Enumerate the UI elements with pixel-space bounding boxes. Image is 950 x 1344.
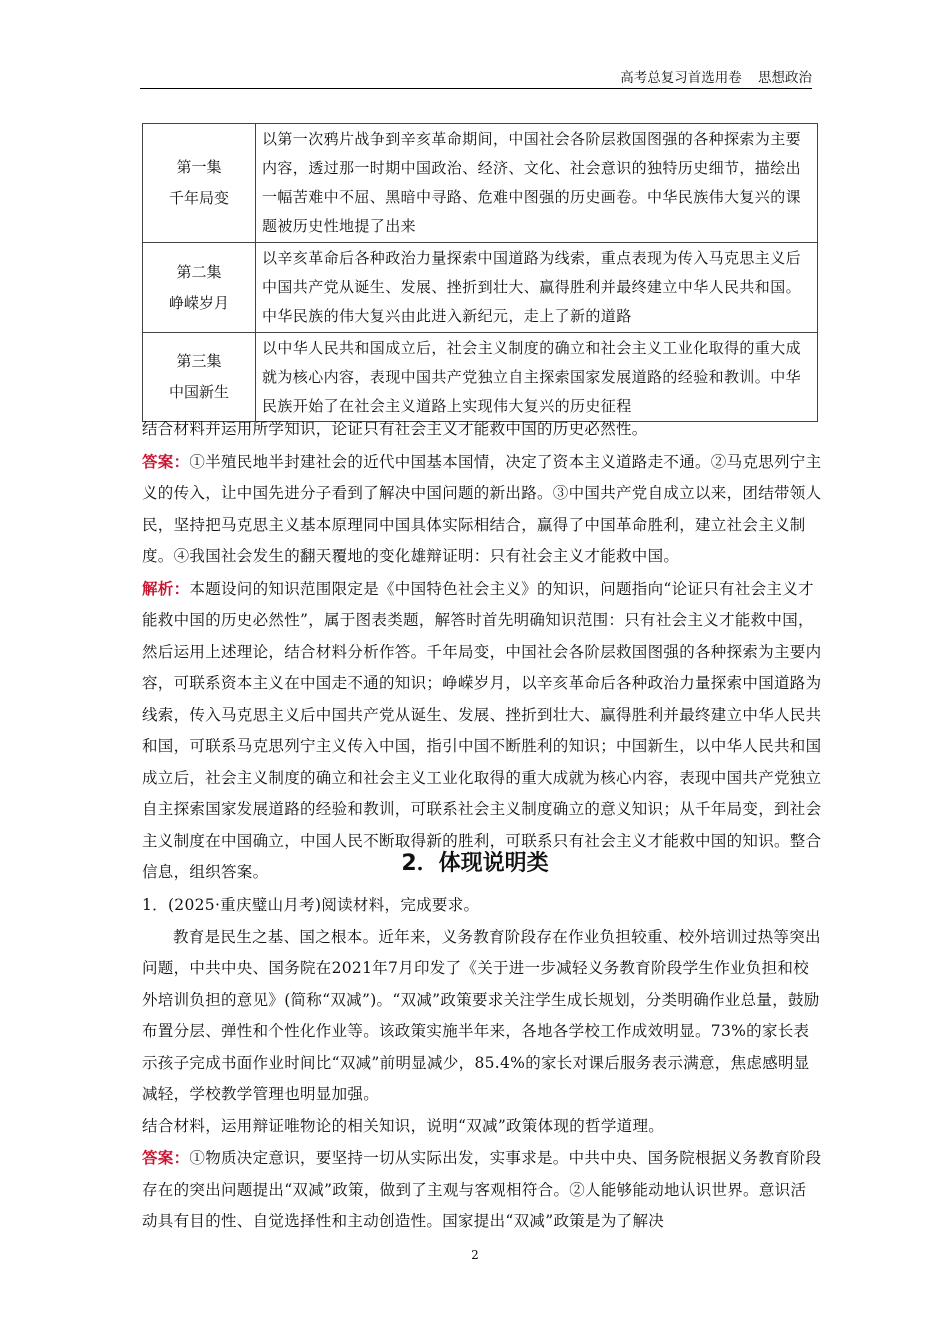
episode-number: 第二集: [176, 262, 222, 281]
episode-description: 以中华人民共和国成立后，社会主义制度的确立和社会主义工业化取得的重大成就为核心内容，表现中国共产党独立自主探索国家发展道路的经验和教训。中华民族开始了在社会主义道路上实现伟大复兴的历史征程: [256, 333, 818, 422]
table-row: [143, 124, 818, 243]
page-number: 2: [471, 1248, 479, 1262]
page-header: [140, 66, 812, 89]
answer-text: ①半殖民地半封建社会的近代中国基本国情，决定了资本主义道路走不通。②马克思列宁主义的传入，让中国先进分子看到了解决中国问题的新出路。③中国共产党自成立以来，团结带领人民，坚持把马克思主义基本原理同中国具体实际相结合，赢得了中国革命胜利，建立社会主义制度。④我国社会发生的翻天覆地的变化雄辩证明：只有社会主义才能救中国。: [142, 452, 822, 565]
episode-number: 第一集: [176, 158, 222, 176]
episode-name: 中国新生: [168, 383, 229, 401]
episode-cell: [143, 243, 256, 333]
header-book: 高考总复习首选用卷: [620, 70, 742, 86]
section-title: 2．体现说明类: [401, 851, 549, 876]
episode-description: 以第一次鸦片战争到辛亥革命期间，中国社会各阶层救国图强的各种探索为主要内容，透过那一时期中国政治、经济、文化、社会意识的独特历史细节，描绘出一幅苦难中不屈、黑暗中寻路、危难中图强的历史画卷。中华民族伟大复兴的课题被历史性地提了出来: [256, 124, 818, 243]
episode-name: 峥嵘岁月: [168, 293, 229, 312]
answer-label: 答案：: [142, 1148, 190, 1167]
analysis-text: 本题设问的知识范围限定是《中国特色社会主义》的知识，问题指向“论证只有社会主义才能救中国的历史必然性”，属于图表类题，解答时首先明确知识范围：只有社会主义才能救中国，然后运用上述理论，结合材料分析作答。千年局变，中国社会各阶层救国图强的各种探索为主要内容，可联系资本主义在中国走不通的知识；峥嵘岁月，以辛亥革命后各种政治力量探索中国道路为线索，传入马克思主义后中国共产党从诞生、发展、挫折到壮大、赢得胜利并最终建立中华人民共和国，可联系马克思列宁主义传入中国，指引中国不断胜利的知识；中国新生，以中华人民共和国成立后，社会主义制度的确立和社会主义工业化取得的重大成就为核心内容，表现中国共产党独立自主探索国家发展道路的经验和教训，可联系社会主义制度确立的意义知识；从千年局变，到社会主义制度在中国确立，中国人民不断取得新的胜利，可联系只有社会主义才能救中国的知识。整合信息，组织答案。: [142, 579, 822, 881]
question-2: [142, 890, 822, 1238]
answer-label: 答案：: [142, 451, 190, 471]
documentary-table: [142, 123, 818, 422]
question-prompt: 结合材料，运用辩证唯物论的相关知识，说明“双减”政策体现的哲学道理。: [142, 1116, 665, 1135]
material-paragraph: 教育是民生之基、国之根本。近年来，义务教育阶段存在作业负担较重、校外培训过热等突出问题，中共中央、国务院在2021年7月印发了《关于进一步减轻义务教育阶段学生作业负担和校外培训负担的意见》(简称“双减”)。“双减”政策要求关注学生成长规划，分类明确作业总量，鼓励布置分层、弹性和个性化作业等。该政策实施半年来，各地各学校工作成效明显。73%的家长表示孩子完成书面作业时间比“双减”前明显减少，85.4%的家长对课后服务表示满意，焦虑感明显减轻，学校教学管理也明显加强。: [142, 927, 821, 1103]
question-1: [142, 414, 822, 889]
episode-name: 千年局变: [168, 189, 229, 207]
header-subject: 思想政治: [758, 70, 812, 86]
answer-paragraph: [142, 1142, 822, 1238]
table-row: [143, 243, 818, 333]
episode-description: 以辛亥革命后各种政治力量探索中国道路为线索，重点表现为传入马克思主义后中国共产党从诞生、发展、挫折到壮大、赢得胜利并最终建立中华人民共和国。中华民族的伟大复兴由此进入新纪元，走上了新的道路: [256, 243, 818, 333]
analysis-paragraph: [142, 573, 822, 889]
answer-paragraph: [142, 446, 822, 573]
episode-number: 第三集: [176, 352, 222, 370]
answer-text: ①物质决定意识，要坚持一切从实际出发，实事求是。中共中央、国务院根据义务教育阶段存在的突出问题提出“双减”政策，做到了主观与客观相符合。②人能够能动地认识世界。意识活动具有目的性、自觉选择性和主动创造性。国家提出“双减”政策是为了解决: [142, 1149, 822, 1230]
table-row: [143, 333, 818, 422]
episode-cell: [143, 124, 256, 243]
episode-cell: [143, 333, 256, 422]
question-stem: 1．(2025·重庆璧山月考)阅读材料，完成要求。: [142, 896, 480, 914]
question-prompt: 结合材料并运用所学知识，论证只有社会主义才能救中国的历史必然性。: [142, 420, 648, 438]
analysis-label: 解析：: [142, 578, 190, 598]
